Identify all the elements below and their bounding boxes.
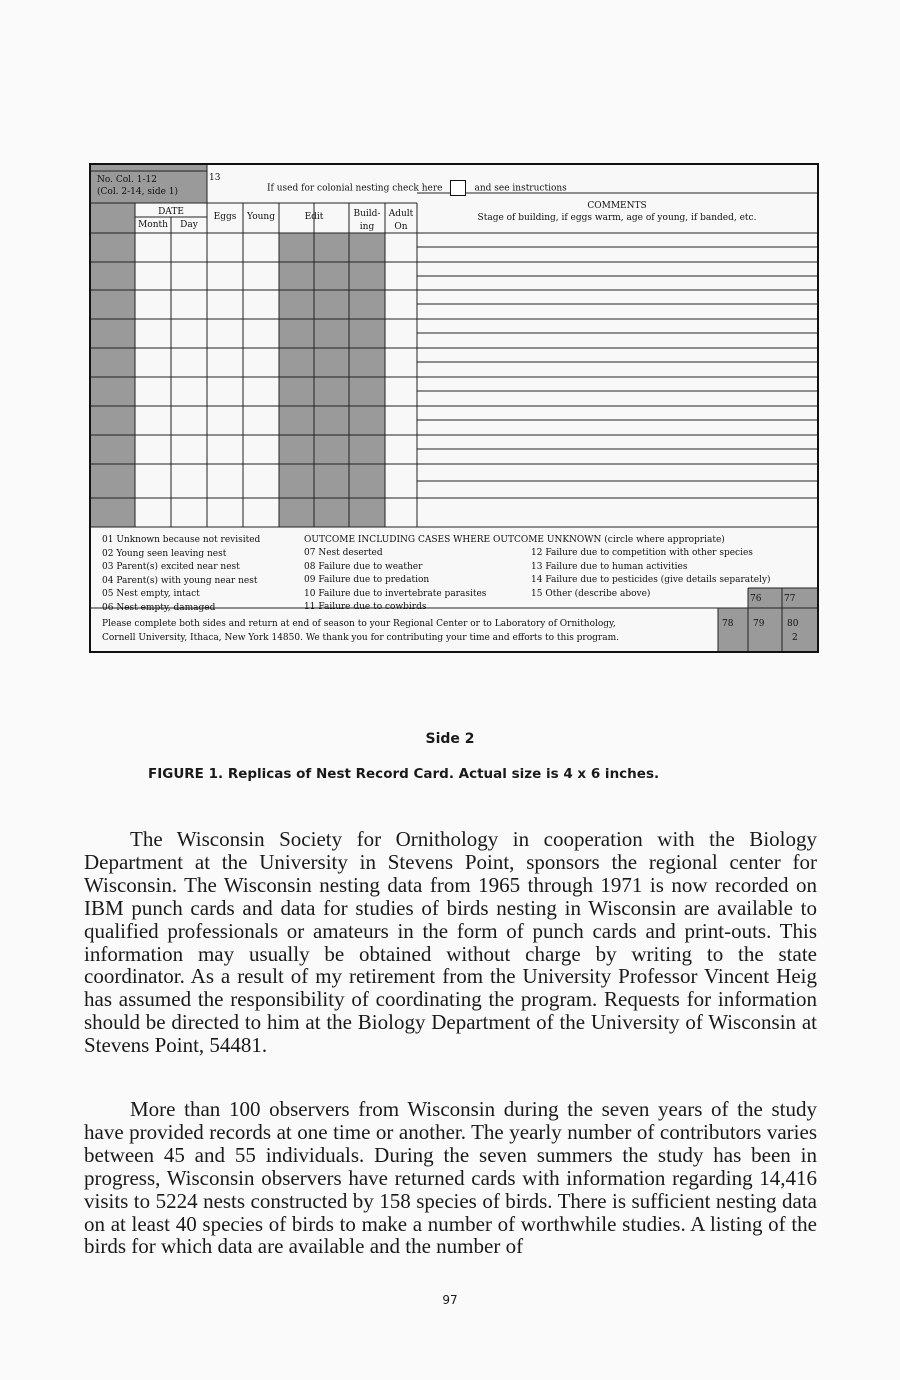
box-78-label: 78 bbox=[722, 619, 734, 629]
page-number: 97 bbox=[442, 1293, 458, 1307]
outcome-option-col2-2[interactable]: 08 Failure due to weather bbox=[304, 561, 423, 572]
eggs-header: Eggs bbox=[213, 212, 237, 222]
colonial-prefix: If used for colonial nesting check here bbox=[267, 183, 443, 194]
adult-header-2: On bbox=[394, 222, 408, 232]
colonial-checkbox[interactable] bbox=[450, 180, 466, 196]
colonial-nesting-instruction bbox=[267, 180, 567, 196]
outcome-option-col2-1[interactable]: 07 Nest deserted bbox=[304, 548, 383, 558]
figure-caption: FIGURE 1. Replicas of Nest Record Card. Actual size is 4 x 6 inches. bbox=[148, 766, 660, 782]
box-77-label: 77 bbox=[784, 594, 796, 604]
outcome-option-col1-3[interactable]: 03 Parent(s) excited near nest bbox=[102, 562, 240, 573]
outcome-option-col1-6[interactable]: 06 Nest empty, damaged bbox=[102, 603, 216, 613]
box-80-value: 2 bbox=[792, 633, 798, 643]
outcome-option-col3-2[interactable]: 13 Failure due to human activities bbox=[531, 561, 688, 572]
box-80-label: 80 bbox=[787, 619, 799, 629]
paragraph-2: More than 100 observers from Wisconsin during the seven years of the study have provided records at one time or another. The yearly number of contributors varies between 45 and 55 individuals. During the seven summers the study has been in progress, Wisconsin observers have returned cards with information regarding 14,416 visits to 5224 nests constructed by 158 species of birds. There is sufficient nesting data on at least 40 species of birds to make a number of worthwhile studies. A listing of the birds for which data are available and the number of bbox=[84, 1097, 817, 1259]
outcome-option-col1-5[interactable]: 05 Nest empty, intact bbox=[102, 589, 200, 600]
outcome-option-col3-3[interactable]: 14 Failure due to pesticides (give details separately) bbox=[531, 575, 771, 586]
outcome-option-col2-4[interactable]: 10 Failure due to invertebrate parasites bbox=[304, 588, 487, 599]
month-header: Month bbox=[138, 220, 168, 230]
young-header: Young bbox=[247, 212, 275, 222]
col-label-1: No. Col. 1-12 bbox=[97, 175, 157, 185]
outcome-option-col1-2[interactable]: 02 Young seen leaving nest bbox=[102, 548, 227, 559]
outcome-option-col1-4[interactable]: 04 Parent(s) with young near nest bbox=[102, 575, 258, 586]
return-instructions-line-1: Please complete both sides and return at end of season to your Regional Center or to Laboratory of Ornithology, bbox=[102, 619, 616, 629]
shade-edit-building bbox=[279, 233, 385, 527]
return-instructions-line-2: Cornell University, Ithaca, New York 14850. We thank you for contributing your time and efforts to this program. bbox=[102, 633, 619, 643]
side-caption: Side 2 bbox=[425, 731, 475, 747]
colonial-suffix: and see instructions bbox=[474, 183, 567, 194]
adult-header-1: Adult bbox=[388, 209, 414, 219]
col-label-2: (Col. 2-14, side 1) bbox=[97, 187, 179, 197]
outcome-option-col1-1[interactable]: 01 Unknown because not revisited bbox=[102, 535, 261, 545]
box-76-label: 76 bbox=[750, 594, 762, 604]
paragraph-1: The Wisconsin Society for Ornithology in cooperation with the Biology Department at the University in Stevens Point, sponsors the regional center for Wisconsin. The Wisconsin nesting data from 1965 through 1971 is now recorded on IBM punch cards and data for studies of birds nesting in Wisconsin are available to qualified professionals or amateurs in the form of punch cards and print-outs. This information may usually be obtained without charge by writing to the state coordinator. As a result of my retirement from the University Professor Vincent Heig has assumed the responsibility of coordinating the program. Requests for information should be directed to him at the Biology Department of the University of Wisconsin at Stevens Point, 54481. bbox=[84, 827, 817, 1058]
building-header-2: ing bbox=[359, 222, 375, 232]
col-13-label: 13 bbox=[209, 173, 221, 183]
outcome-option-col3-4[interactable]: 15 Other (describe above) bbox=[531, 588, 651, 599]
date-header: DATE bbox=[158, 207, 184, 217]
shade-col-left bbox=[91, 233, 135, 527]
nest-record-card bbox=[89, 163, 819, 653]
comments-header: COMMENTS bbox=[587, 201, 647, 211]
edit-header: Edit bbox=[304, 212, 324, 222]
outcome-option-col2-3[interactable]: 09 Failure due to predation bbox=[304, 575, 430, 586]
outcome-option-col3-1[interactable]: 12 Failure due to competition with other species bbox=[531, 548, 753, 558]
comments-subheader: Stage of building, if eggs warm, age of young, if banded, etc. bbox=[477, 213, 757, 223]
outcome-title: OUTCOME INCLUDING CASES WHERE OUTCOME UNKNOWN (circle where appropriate) bbox=[304, 535, 725, 545]
day-header: Day bbox=[180, 220, 198, 230]
box-79-label: 79 bbox=[753, 619, 765, 629]
building-header-1: Build- bbox=[353, 209, 381, 219]
shade-header-left bbox=[91, 203, 135, 233]
outcome-option-col2-5[interactable]: 11 Failure due to cowbirds bbox=[304, 602, 427, 613]
